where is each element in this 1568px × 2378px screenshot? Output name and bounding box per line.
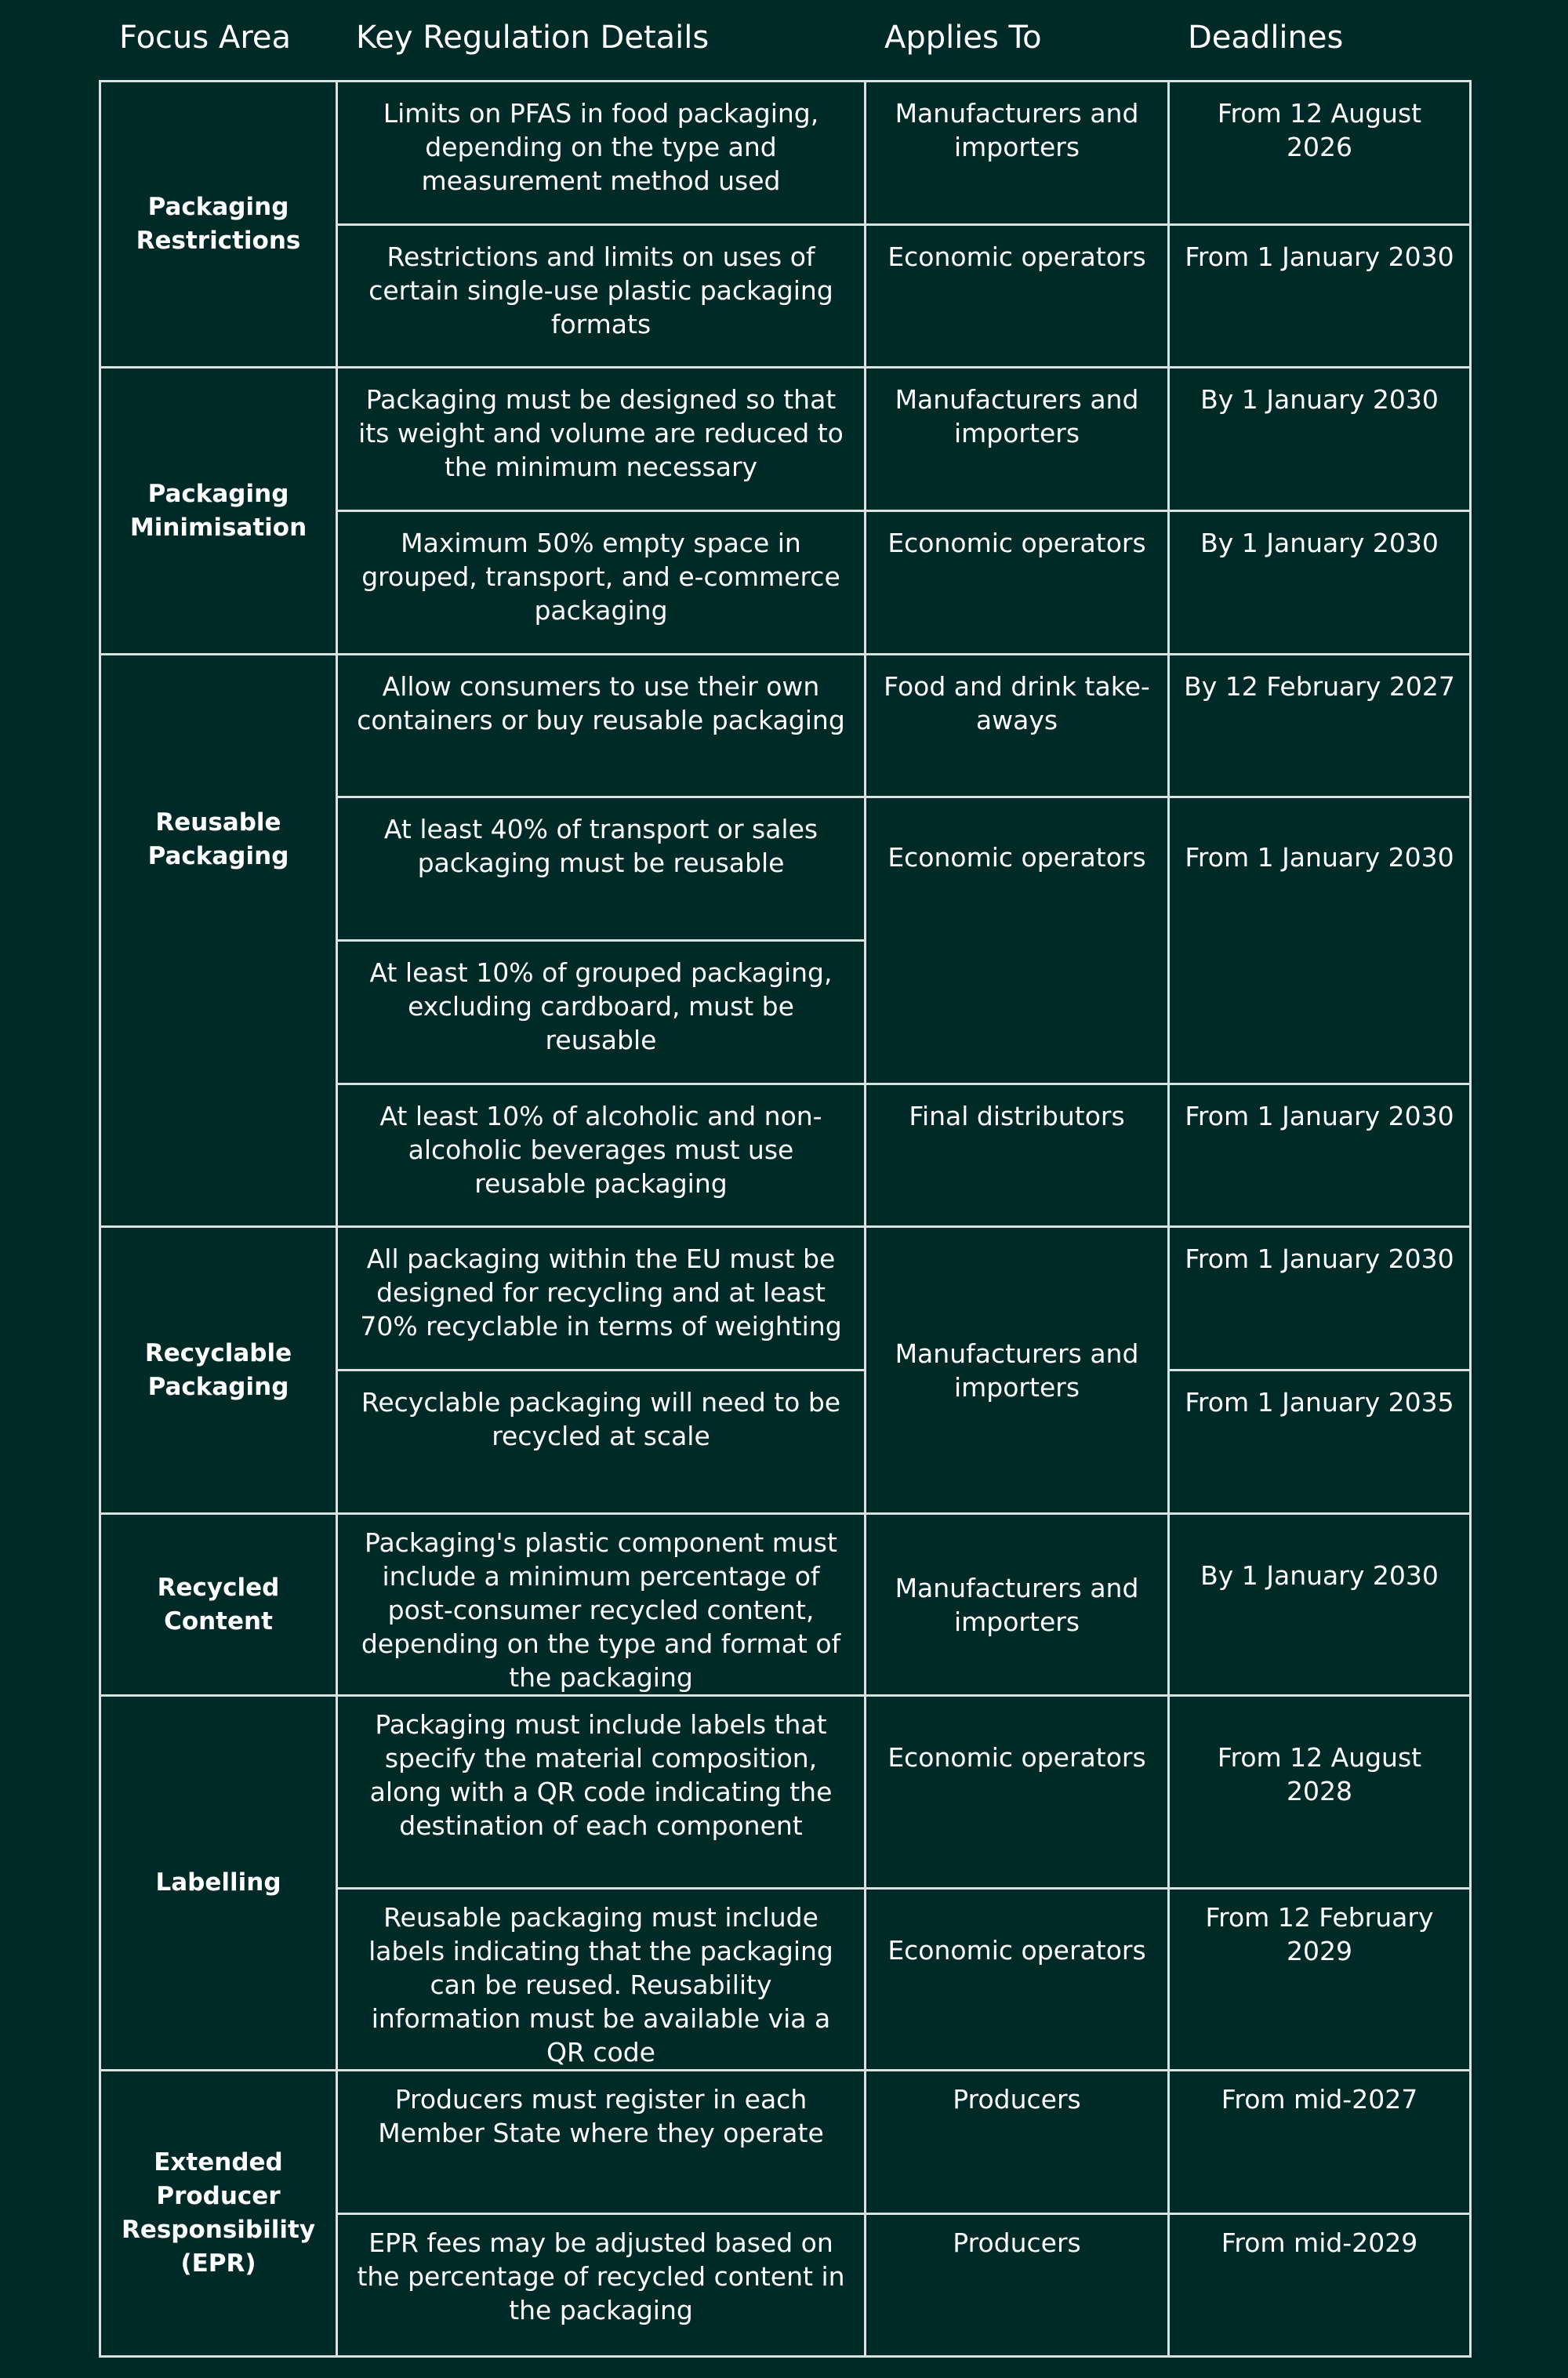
- focus-area-text: Reusable Packaging: [147, 808, 289, 870]
- applies-to-cell: [866, 1696, 1169, 1889]
- detail-cell: [337, 2214, 866, 2357]
- applies-to-cell: [866, 797, 1169, 1084]
- focus-area-cell: Packaging Minimisation: [100, 368, 337, 655]
- table-row: [100, 655, 1471, 797]
- deadline-cell: [1169, 1371, 1471, 1514]
- applies-to-text: Manufacturers and importers: [895, 384, 1139, 448]
- deadline-cell: [1169, 1696, 1471, 1889]
- applies-to-text: Economic operators: [887, 1742, 1146, 1773]
- deadline-text: From mid-2029: [1221, 2227, 1418, 2258]
- deadline-cell: [1169, 1514, 1471, 1696]
- table-row: [100, 82, 1471, 225]
- applies-to-text: Economic operators: [887, 528, 1146, 558]
- detail-text: Restrictions and limits on uses of certain single-use plastic packaging formats: [368, 241, 833, 339]
- deadline-cell: [1169, 225, 1471, 368]
- applies-to-text: Economic operators: [887, 1935, 1146, 1966]
- deadline-text: From 12 August 2028: [1217, 1742, 1422, 1806]
- deadline-text: From 1 January 2035: [1185, 1387, 1454, 1418]
- applies-to-text: Food and drink take-aways: [884, 671, 1150, 735]
- detail-text: At least 40% of transport or sales packaging must be reusable: [383, 814, 818, 878]
- deadline-text: From 1 January 2030: [1185, 1243, 1454, 1274]
- deadline-text: From 12 August 2026: [1217, 98, 1422, 162]
- deadline-cell: [1169, 1889, 1471, 2071]
- detail-cell: [337, 1514, 866, 1696]
- applies-to-cell: [866, 511, 1169, 655]
- table-row: [100, 1696, 1471, 1889]
- applies-to-cell: [866, 1084, 1169, 1227]
- detail-cell: [337, 655, 866, 797]
- focus-area-cell: Extended Producer Responsibility (EPR): [100, 2071, 337, 2357]
- applies-to-text: Manufacturers and importers: [895, 1338, 1139, 1403]
- detail-cell: [337, 1084, 866, 1227]
- deadline-cell: [1169, 82, 1471, 225]
- detail-cell: [337, 941, 866, 1084]
- deadline-text: From 1 January 2030: [1185, 241, 1454, 272]
- detail-text: EPR fees may be adjusted based on the percentage of recycled content in the packaging: [357, 2227, 845, 2325]
- detail-cell: [337, 225, 866, 368]
- focus-area-cell: Labelling: [100, 1696, 337, 2071]
- detail-text: Maximum 50% empty space in grouped, transport, and e-commerce packaging: [361, 528, 840, 626]
- header-focus-area: Focus Area: [119, 20, 292, 56]
- applies-to-text: Manufacturers and importers: [895, 98, 1139, 162]
- deadline-text: By 12 February 2027: [1184, 671, 1455, 702]
- applies-to-cell: [866, 1227, 1169, 1514]
- detail-cell: [337, 1227, 866, 1371]
- focus-area-cell: Packaging Restrictions: [100, 82, 337, 368]
- applies-to-cell: [866, 1889, 1169, 2071]
- detail-text: Reusable packaging must include labels indicating that the packaging can be reused. Reusability information must be available via a QR code: [368, 1902, 833, 2068]
- applies-to-text: Final distributors: [909, 1101, 1125, 1131]
- deadline-text: From 1 January 2030: [1185, 1101, 1454, 1131]
- detail-text: Packaging's plastic component must include a minimum percentage of post-consumer recycled content, depending on the type and format of the packaging: [361, 1527, 841, 1693]
- detail-cell: [337, 511, 866, 655]
- detail-text: At least 10% of grouped packaging, excluding cardboard, must be reusable: [369, 957, 833, 1055]
- deadline-text: By 1 January 2030: [1200, 528, 1439, 558]
- deadline-cell: [1169, 797, 1471, 1084]
- deadline-cell: [1169, 2214, 1471, 2357]
- table-row: [100, 1227, 1471, 1371]
- table-row: [100, 1514, 1471, 1696]
- detail-cell: [337, 2071, 866, 2214]
- detail-text: Limits on PFAS in food packaging, depending on the type and measurement method used: [383, 98, 819, 196]
- detail-cell: [337, 82, 866, 225]
- header-applies-to: Applies To: [884, 20, 1042, 56]
- detail-cell: [337, 797, 866, 941]
- applies-to-cell: [866, 1514, 1169, 1696]
- applies-to-text: Economic operators: [887, 842, 1146, 873]
- detail-cell: [337, 368, 866, 511]
- applies-to-cell: [866, 2071, 1169, 2214]
- applies-to-text: Producers: [953, 2084, 1081, 2115]
- applies-to-text: Producers: [953, 2227, 1081, 2258]
- detail-text: All packaging within the EU must be designed for recycling and at least 70% recyclable in terms of weighting: [360, 1243, 842, 1341]
- applies-to-cell: [866, 82, 1169, 225]
- detail-text: Packaging must include labels that specify the material composition, along with a QR code indicating the destination of each component: [369, 1709, 833, 1841]
- deadline-cell: [1169, 511, 1471, 655]
- detail-text: Packaging must be designed so that its weight and volume are reduced to the minimum necessary: [358, 384, 844, 482]
- focus-area-cell: [100, 655, 337, 1227]
- detail-cell: [337, 1371, 866, 1514]
- regulation-table: [99, 80, 1472, 2358]
- deadline-text: By 1 January 2030: [1200, 384, 1439, 415]
- table-row: [100, 2071, 1471, 2214]
- deadline-text: By 1 January 2030: [1200, 1560, 1439, 1591]
- applies-to-text: Manufacturers and importers: [895, 1572, 1139, 1637]
- detail-cell: [337, 1696, 866, 1889]
- applies-to-text: Economic operators: [887, 241, 1146, 272]
- deadline-cell: [1169, 655, 1471, 797]
- header-key-regulation-details: Key Regulation Details: [356, 20, 710, 56]
- applies-to-cell: [866, 655, 1169, 797]
- deadline-cell: [1169, 368, 1471, 511]
- detail-text: Allow consumers to use their own containers or buy reusable packaging: [357, 671, 845, 735]
- deadline-cell: [1169, 2071, 1471, 2214]
- detail-text: Recyclable packaging will need to be recycled at scale: [361, 1387, 841, 1451]
- focus-area-cell: Recycled Content: [100, 1514, 337, 1696]
- detail-text: Producers must register in each Member State where they operate: [378, 2084, 824, 2148]
- applies-to-cell: [866, 368, 1169, 511]
- table-row: [100, 368, 1471, 511]
- deadline-cell: [1169, 1084, 1471, 1227]
- detail-cell: [337, 1889, 866, 2071]
- deadline-cell: [1169, 1227, 1471, 1371]
- deadline-text: From 12 February 2029: [1205, 1902, 1434, 1966]
- table-header: [0, 0, 1568, 78]
- applies-to-cell: [866, 225, 1169, 368]
- deadline-text: From 1 January 2030: [1185, 842, 1454, 873]
- applies-to-cell: [866, 2214, 1169, 2357]
- header-deadlines: Deadlines: [1188, 20, 1344, 56]
- detail-text: At least 10% of alcoholic and non-alcoholic beverages must use reusable packaging: [379, 1101, 822, 1199]
- focus-area-cell: Recyclable Packaging: [100, 1227, 337, 1514]
- deadline-text: From mid-2027: [1221, 2084, 1418, 2115]
